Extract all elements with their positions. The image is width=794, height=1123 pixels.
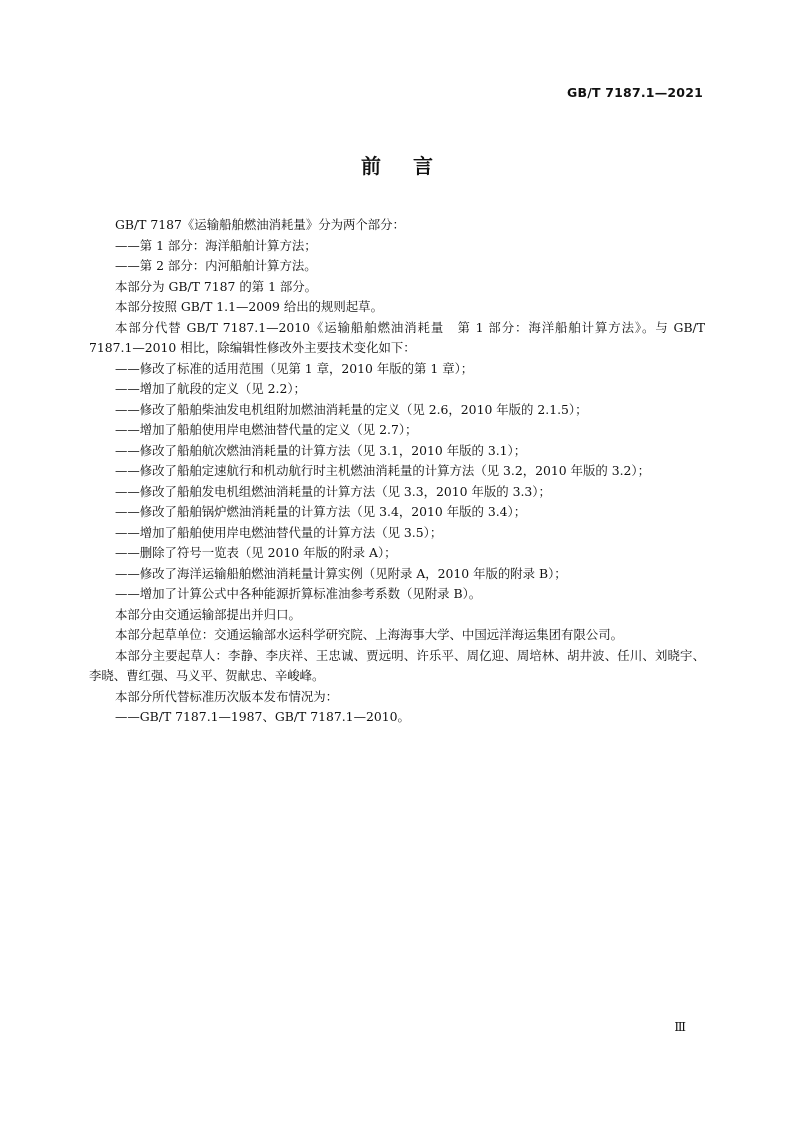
list-item-change: ——修改了船舶定速航行和机动航行时主机燃油消耗量的计算方法（见 3.2，2010 年版的 3.2）； — [115, 463, 651, 478]
paragraph-drafters: 本部分主要起草人：李静、李庆祥、王忠诚、贾远明、许乐平、周亿迎、周培林、胡井波、任川、刘晓宇、李晓、曹红强、马义平、贺献忠、辛峻峰。 — [89, 647, 705, 683]
list-item-part-2: ——第 2 部分：内河船舶计算方法。 — [115, 258, 317, 273]
standard-code: GB/T 7187.1—2021 — [567, 85, 703, 100]
paragraph-history-intro: 本部分所代替标准历次版本发布情况为： — [115, 688, 339, 704]
page-title: 前言 — [361, 154, 465, 178]
list-item-change: ——增加了计算公式中各种能源折算标准油参考系数（见附录 B）。 — [115, 586, 482, 601]
list-item-change: ——修改了船舶航次燃油消耗量的计算方法（见 3.1，2010 年版的 3.1）； — [115, 442, 527, 458]
list-item-history: ——GB/T 7187.1—1987、GB/T 7187.1—2010。 — [115, 709, 410, 724]
foreword-body — [89, 215, 705, 728]
list-item-change: ——修改了海洋运输船舶燃油消耗量计算实例（见附录 A，2010 年版的附录 B）； — [115, 565, 567, 581]
paragraph-parts-intro: GB/T 7187《运输船舶燃油消耗量》分为两个部分： — [115, 217, 405, 232]
list-item-change: ——修改了船舶锅炉燃油消耗量的计算方法（见 3.4，2010 年版的 3.4）； — [115, 504, 527, 519]
paragraph-proposer: 本部分由交通运输部提出并归口。 — [115, 606, 301, 622]
paragraph-drafting-rules: 本部分按照 GB/T 1.1—2009 给出的规则起草。 — [115, 299, 383, 314]
paragraph-drafting-units: 本部分起草单位：交通运输部水运科学研究院、上海海事大学、中国远洋海运集团有限公司。 — [115, 627, 624, 642]
list-item-part-1: ——第 1 部分：海洋船舶计算方法； — [115, 237, 317, 253]
paragraph-replaces: 本部分代替 GB/T 7187.1—2010《运输船舶燃油消耗量 第 1 部分：海洋船舶计算方法》。与 GB/T 7187.1—2010 相比，除编辑性修改外主要技术变化如下： — [89, 319, 705, 355]
list-item-change: ——修改了船舶发电机组燃油消耗量的计算方法（见 3.3，2010 年版的 3.3）； — [115, 483, 551, 499]
list-item-change: ——修改了船舶柴油发电机组附加燃油消耗量的定义（见 2.6，2010 年版的 2.1.5）； — [115, 401, 588, 417]
page-number: Ⅲ — [674, 1020, 686, 1034]
list-item-change: ——增加了航段的定义（见 2.2）； — [115, 381, 306, 396]
list-item-change: ——删除了符号一览表（见 2010 年版的附录 A）； — [115, 545, 397, 560]
list-item-change: ——增加了船舶使用岸电燃油替代量的定义（见 2.7）； — [115, 422, 418, 437]
list-item-change: ——增加了船舶使用岸电燃油替代量的计算方法（见 3.5）； — [115, 524, 443, 540]
list-item-change: ——修改了标准的适用范围（见第 1 章，2010 年版的第 1 章）； — [115, 360, 474, 376]
paragraph-part-statement: 本部分为 GB/T 7187 的第 1 部分。 — [115, 278, 318, 294]
